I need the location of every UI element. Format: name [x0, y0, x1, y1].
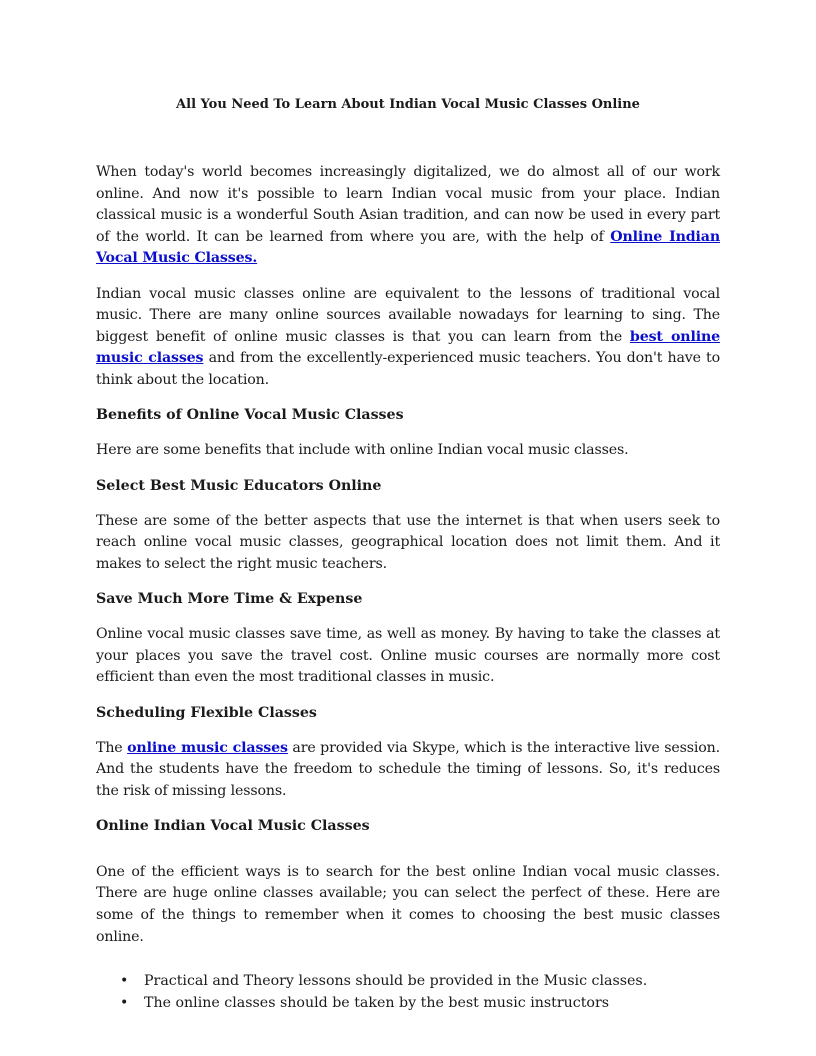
- online-classes-paragraph: One of the efficient ways is to search for the best online Indian vocal music classes. There are huge online classes available; you can select the perfect of these. Here are some of the things to remember when it comes to choosing the best music classes online.: [96, 863, 720, 945]
- list-item-text: The online classes should be taken by the best music instructors: [144, 995, 610, 1012]
- benefits-paragraph: Here are some benefits that include with online Indian vocal music classes.: [96, 442, 629, 459]
- list-item-text: Practical and Theory lessons should be provided in the Music classes.: [144, 973, 648, 990]
- bullet-list: [96, 970, 720, 1014]
- best-online-music-classes-link[interactable]: best online music classes: [96, 328, 720, 367]
- document-body: [96, 162, 720, 1014]
- list-item: [120, 992, 720, 1014]
- second-paragraph: [96, 284, 720, 392]
- scheduling-text-after: are provided via Skype, which is the interactive live session. And the students have the freedom to schedule the timing of lessons. So, it's reduces the risk of missing lessons.: [96, 739, 720, 799]
- second-paragraph-text-after: and from the excellently-experienced music teachers. You don't have to think about the location.: [96, 350, 720, 388]
- time-expense-paragraph: Online vocal music classes save time, as well as money. By having to take the classes at your places you save the travel cost. Online music courses are normally more cost efficient than even the most traditional classes in music.: [96, 626, 720, 686]
- intro-paragraph: [96, 162, 720, 270]
- bullet-icon: •: [120, 973, 129, 990]
- benefits-heading: Benefits of Online Vocal Music Classes: [96, 407, 404, 424]
- educators-paragraph: These are some of the better aspects that use the internet is that when users seek to reach online vocal music classes, geographical location does not limit them. And it makes to select the right music teachers.: [96, 512, 720, 572]
- intro-text: When today's world becomes increasingly digitalized, we do almost all of our work online. And now it's possible to learn Indian vocal music from your place. Indian classical music is a wonderful South Asian tradition, and can now be used in every part of the world. It can be learned from where you are, with the help of: [96, 164, 720, 245]
- list-item: [120, 970, 720, 992]
- online-classes-heading: Online Indian Vocal Music Classes: [96, 818, 370, 835]
- document-title: All You Need To Learn About Indian Vocal Music Classes Online: [176, 97, 640, 112]
- educators-heading: Select Best Music Educators Online: [96, 477, 382, 494]
- time-expense-heading: Save Much More Time & Expense: [96, 591, 363, 608]
- bullet-icon: •: [120, 995, 129, 1012]
- online-indian-vocal-music-classes-link[interactable]: Online Indian Vocal Music Classes.: [96, 228, 720, 267]
- scheduling-text-before: The: [96, 739, 128, 756]
- second-paragraph-text-before: Indian vocal music classes online are equivalent to the lessons of traditional vocal music. There are many online sources available nowadays for learning to sing. The biggest benefit of online music classes is that you can learn from the: [96, 285, 720, 345]
- online-music-classes-link[interactable]: online music classes: [127, 739, 288, 756]
- scheduling-heading: Scheduling Flexible Classes: [96, 704, 317, 721]
- scheduling-paragraph: [96, 738, 720, 803]
